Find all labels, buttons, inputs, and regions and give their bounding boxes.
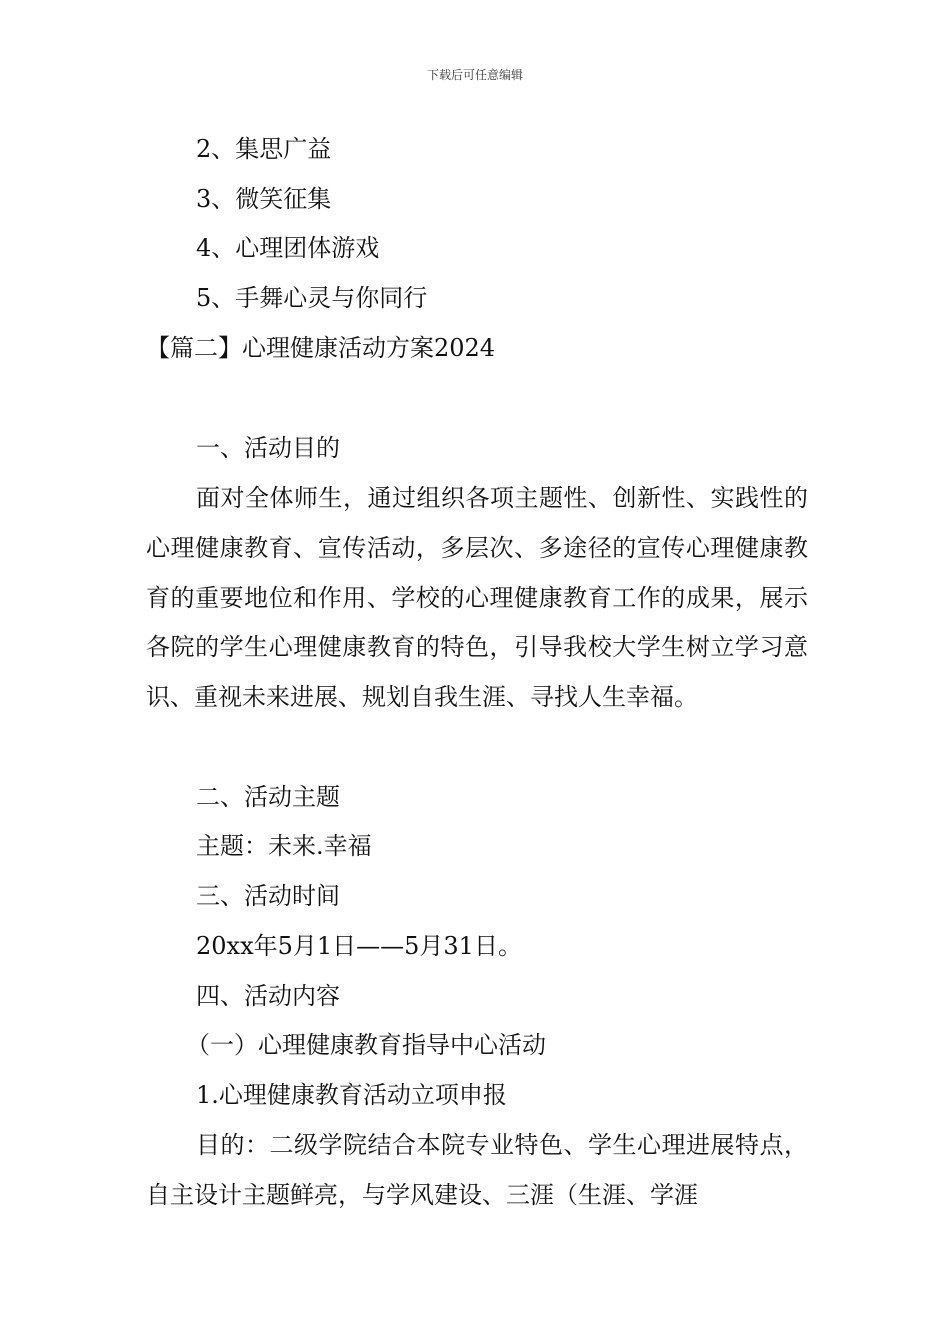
list-item: 2、集思广益 xyxy=(196,135,332,163)
section-title: 【篇二】心理健康活动方案2024 xyxy=(146,334,496,362)
section-heading: 二、活动主题 xyxy=(196,783,340,811)
page-header: 下载后可任意编辑 xyxy=(426,68,523,82)
item-heading: 1.心理健康教育活动立项申报 xyxy=(196,1081,507,1109)
section-heading: 三、活动时间 xyxy=(196,882,340,910)
purpose-paragraph: 面对全体师生，通过组织各项主题性、创新性、实践性的心理健康教育、宣传活动，多层次、多途径的宣传心理健康教育的重要地位和作用、学校的心理健康教育工作的成果，展示各院的学生心理健康教育的特色，引导我校大学生树立学习意识、重视未来进展、规划自我生涯、寻找人生幸福。 xyxy=(146,484,808,712)
list-item: 5、手舞心灵与你同行 xyxy=(196,284,428,312)
list-item: 4、心理团体游戏 xyxy=(196,234,380,262)
time-text: 20xx年5月1日——5月31日。 xyxy=(196,932,522,960)
section-heading: 四、活动内容 xyxy=(196,982,340,1010)
objective-paragraph: 目的：二级学院结合本院专业特色、学生心理进展特点，自主设计主题鲜亮，与学风建设、三涯（生涯、学涯 xyxy=(146,1131,808,1209)
subsection-heading: （一）心理健康教育指导中心活动 xyxy=(186,1031,546,1059)
theme-text: 主题：未来.幸福 xyxy=(196,832,372,860)
section-heading: 一、活动目的 xyxy=(196,434,340,462)
list-item: 3、微笑征集 xyxy=(196,185,332,213)
